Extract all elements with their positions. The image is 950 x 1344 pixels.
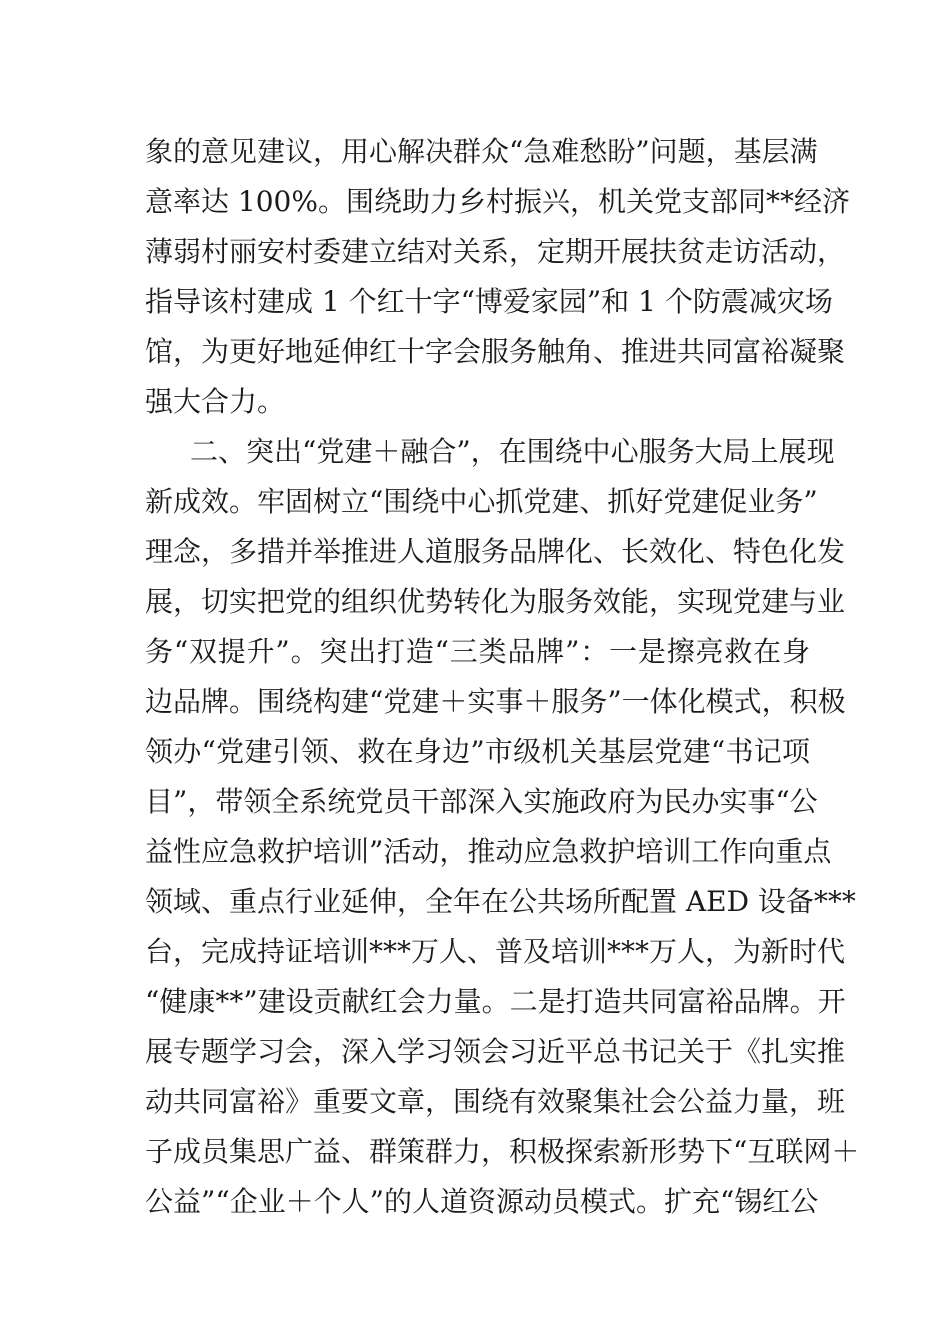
text-line: 二、突出“党建＋融合”，在围绕中心服务大局上展现 [190,435,835,468]
text-line: 子成员集思广益、群策群力，积极探索新形势下“互联网＋ [145,1135,860,1168]
text-line: 动共同富裕》重要文章，围绕有效聚集社会公益力量，班 [145,1085,846,1118]
text-line: 理念，多措并举推进人道服务品牌化、长效化、特色化发 [145,535,846,568]
text-line: 意率达 100%。围绕助力乡村振兴，机关党支部同**经济 [145,185,850,218]
text-line: “健康**”建设贡献红会力量。二是打造共同富裕品牌。开 [145,985,846,1018]
text-line: 益性应急救护培训”活动，推动应急救护培训工作向重点 [145,835,832,868]
text-line: 展，切实把党的组织优势转化为服务效能，实现党建与业 [145,585,846,618]
text-line: 目”，带领全系统党员干部深入实施政府为民办实事“公 [145,785,818,818]
text-line: 指导该村建成 1 个红十字“博爱家园”和 1 个防震减灾场 [145,285,833,318]
text-line: 台，完成持证培训***万人、普及培训***万人，为新时代 [145,935,846,968]
text-line: 边品牌。围绕构建“党建＋实事＋服务”一体化模式，积极 [145,685,846,718]
text-line: 公益”“企业＋个人”的人道资源动员模式。扩充“锡红公 [145,1185,819,1218]
text-line: 象的意见建议，用心解决群众“急难愁盼”问题，基层满 [145,135,818,168]
text-line: 薄弱村丽安村委建立结对关系，定期开展扶贫走访活动， [145,235,846,268]
text-line: 务“双提升”。突出打造“三类品牌”：一是擦亮救在身 [145,635,810,668]
text-line: 强大合力。 [145,385,286,418]
text-line: 馆，为更好地延伸红十字会服务触角、推进共同富裕凝聚 [145,335,846,368]
text-line: 展专题学习会，深入学习领会习近平总书记关于《扎实推 [145,1035,846,1068]
text-line: 新成效。牢固树立“围绕中心抓党建、抓好党建促业务” [145,485,818,518]
text-line: 领办“党建引领、救在身边”市级机关基层党建“书记项 [145,735,810,768]
text-line: 领域、重点行业延伸，全年在公共场所配置 AED 设备*** [145,885,856,918]
